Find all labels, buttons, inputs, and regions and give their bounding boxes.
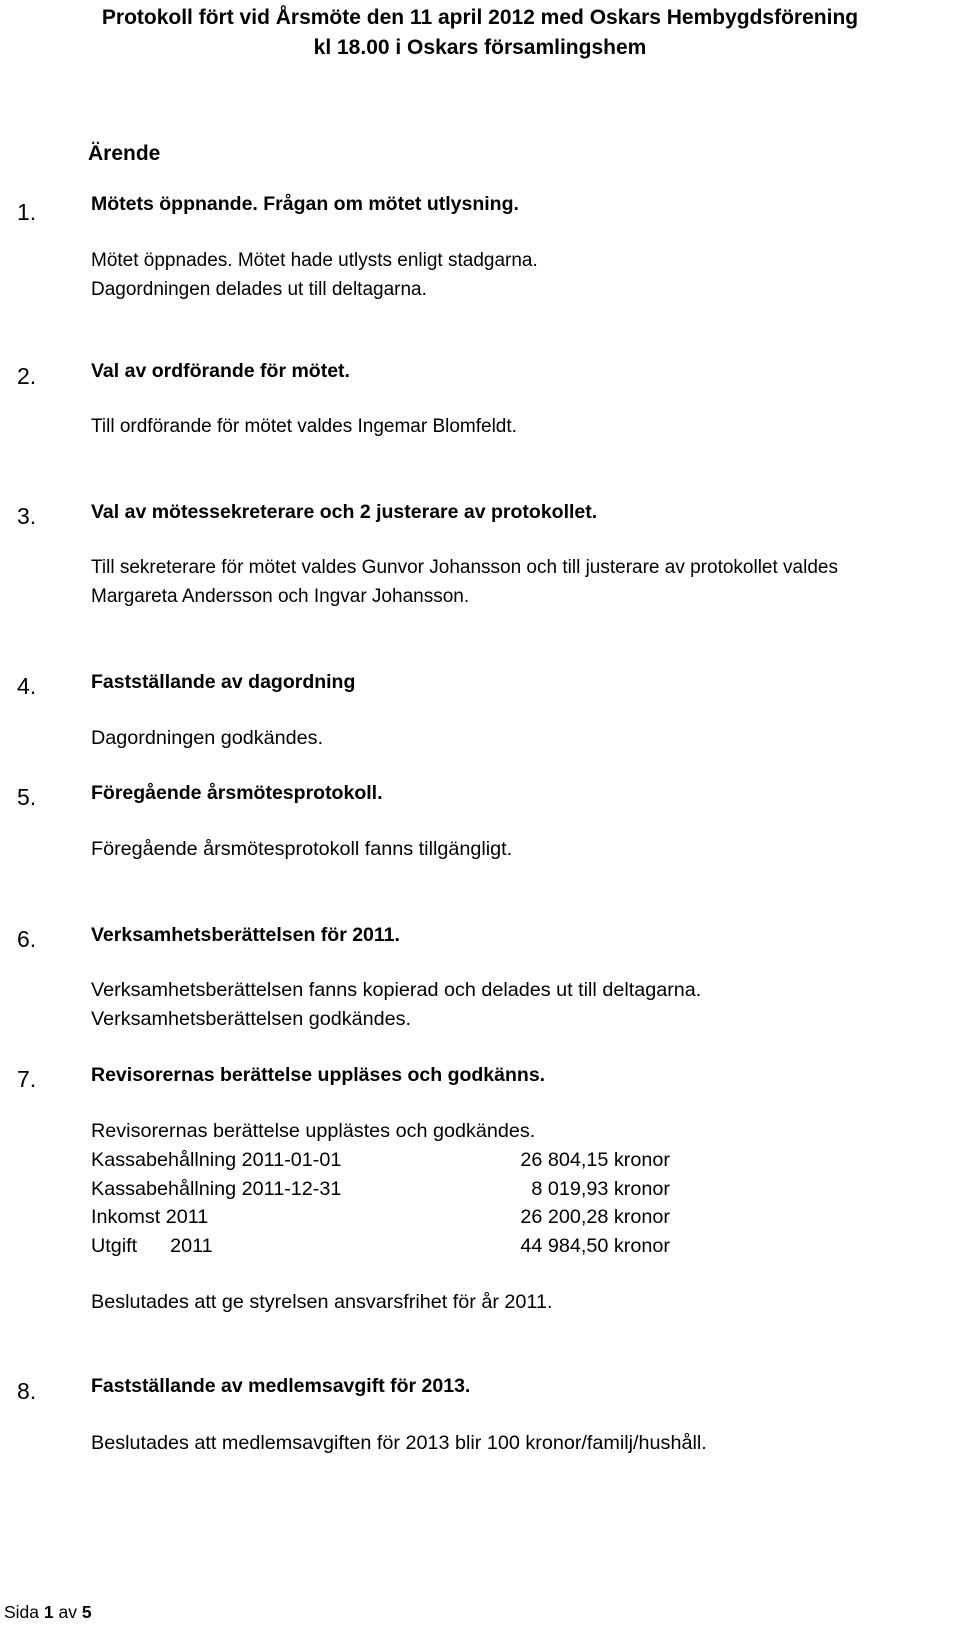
item-heading: Val av ordförande för mötet. — [91, 360, 350, 382]
finance-value: 8 019,93 kronor — [531, 1178, 670, 1200]
item-number: 2. — [17, 363, 37, 389]
item-text-line: Till ordförande för mötet valdes Ingemar Blomfeldt. — [91, 416, 517, 437]
footer-prefix: Sida — [4, 1602, 40, 1622]
item-text-line: Beslutades att ge styrelsen ansvarsfrihet för år 2011. — [91, 1291, 553, 1313]
footer-current-page: 1 — [43, 1602, 54, 1622]
item-text-line: Verksamhetsberättelsen fanns kopierad och delades ut till deltagarna. — [91, 979, 702, 1001]
item-text-line: Till sekreterare för mötet valdes Gunvor Johansson och till justerare av protokollet valdes — [91, 557, 838, 578]
item-heading: Mötets öppnande. Frågan om mötet utlysning. — [91, 193, 519, 215]
footer-separator: av — [58, 1602, 77, 1622]
finance-label: Inkomst 2011 — [91, 1206, 209, 1228]
document-title-line-1: Protokoll fört vid Årsmöte den 11 april 2012 med Oskars Hembygdsförening — [101, 6, 859, 29]
document-title-line-2: kl 18.00 i Oskars församlingshem — [313, 36, 647, 59]
item-text-line: Margareta Andersson och Ingvar Johansson. — [91, 586, 470, 607]
item-text-line: Verksamhetsberättelsen godkändes. — [91, 1008, 411, 1030]
item-number: 7. — [17, 1066, 37, 1092]
item-text-line: Beslutades att medlemsavgiften för 2013 blir 100 kronor/familj/hushåll. — [91, 1432, 707, 1454]
item-number: 6. — [17, 926, 37, 952]
section-header: Ärende — [88, 142, 161, 165]
item-heading: Fastställande av medlemsavgift för 2013. — [91, 1375, 471, 1397]
item-text-line: Revisorernas berättelse upplästes och godkändes. — [91, 1120, 536, 1142]
item-heading: Verksamhetsberättelsen för 2011. — [91, 924, 400, 946]
item-heading: Fastställande av dagordning — [91, 671, 356, 693]
item-text-line: Dagordningen delades ut till deltagarna. — [91, 279, 427, 300]
finance-value: 44 984,50 kronor — [520, 1235, 670, 1257]
item-text-line: Mötet öppnades. Mötet hade utlysts enligt stadgarna. — [91, 250, 538, 271]
finance-label: Kassabehållning 2011-12-31 — [91, 1178, 342, 1200]
page-footer — [4, 1602, 92, 1623]
item-number: 4. — [17, 673, 37, 699]
finance-value: 26 200,28 kronor — [520, 1206, 670, 1228]
item-heading: Val av mötessekreterare och 2 justerare av protokollet. — [91, 501, 598, 523]
item-text-line: Dagordningen godkändes. — [91, 727, 324, 749]
item-number: 8. — [17, 1378, 37, 1404]
finance-label: Utgift 2011 — [91, 1235, 213, 1257]
item-number: 3. — [17, 503, 37, 529]
item-number: 1. — [17, 199, 37, 225]
finance-label: Kassabehållning 2011-01-01 — [91, 1149, 342, 1171]
finance-value: 26 804,15 kronor — [520, 1149, 670, 1171]
item-heading: Föregående årsmötesprotokoll. — [91, 782, 383, 804]
item-heading: Revisorernas berättelse uppläses och godkänns. — [91, 1064, 546, 1086]
item-number: 5. — [17, 784, 37, 810]
item-text-line: Föregående årsmötesprotokoll fanns tillgängligt. — [91, 838, 513, 860]
footer-total-pages: 5 — [81, 1602, 92, 1622]
